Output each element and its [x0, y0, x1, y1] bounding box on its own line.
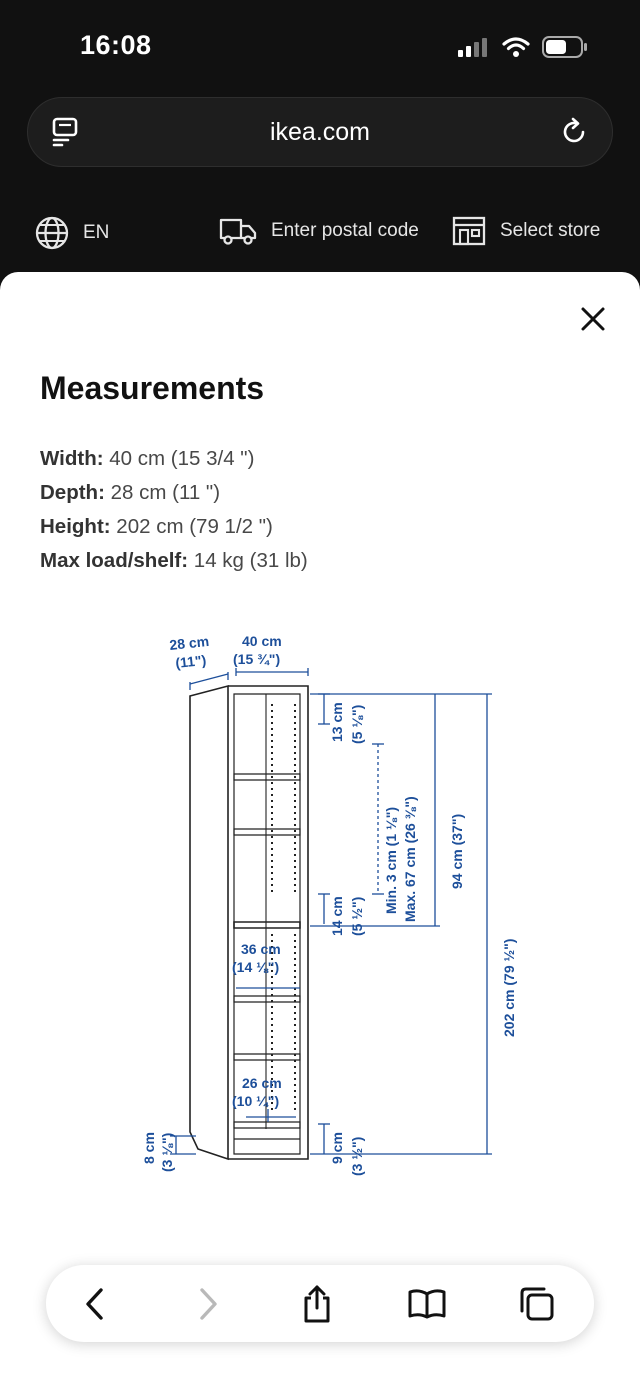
select-store-label: Select store [500, 220, 601, 241]
wifi-icon [502, 36, 530, 58]
address-bar[interactable] [27, 97, 613, 167]
measurements-sheet [0, 272, 640, 1388]
measurement-diagram [140, 624, 560, 1184]
dimension-labels [141, 633, 517, 1176]
postal-code-label: Enter postal code [271, 220, 419, 241]
browser-toolbar [46, 1265, 594, 1342]
url-text[interactable]: ikea.com [269, 118, 371, 146]
inner-depth-in-label: (10 ¼") [232, 1093, 280, 1109]
language-selector[interactable] [35, 216, 109, 250]
shelf-holes [272, 704, 295, 1114]
inner-width-in-label: (14 ⅛") [232, 959, 280, 975]
spec-value: 202 cm (79 1/2 ") [110, 515, 273, 538]
status-bar [0, 0, 640, 90]
back-button[interactable] [74, 1283, 116, 1325]
bottom-gap-cm-label: 9 cm [329, 1132, 345, 1164]
depth-in-label: (11") [174, 651, 207, 671]
spec-row-max-load [40, 544, 308, 578]
spec-value: 14 kg (31 lb) [188, 549, 308, 572]
battery-icon [542, 36, 588, 58]
chevron-right-icon [196, 1287, 220, 1321]
reload-icon[interactable] [558, 116, 590, 148]
shelf-max-label: Max. 67 cm (26 ⅜") [402, 796, 418, 922]
spec-label: Depth: [40, 481, 105, 504]
language-label: EN [83, 222, 110, 243]
bottom-gap-in-label: (3 ½") [349, 1136, 365, 1176]
spec-row-width [40, 442, 308, 476]
spec-row-depth [40, 476, 308, 510]
status-time: 16:08 [80, 30, 152, 60]
postal-code-button[interactable] [219, 216, 419, 246]
select-store-button[interactable] [452, 216, 600, 246]
shelf-min-label: Min. 3 cm (1 ⅛") [383, 807, 399, 914]
spec-row-height [40, 510, 308, 544]
inner-width-cm-label: 36 cm [241, 941, 281, 957]
spec-value: 40 cm (15 3/4 ") [103, 447, 255, 470]
spec-label: Width: [40, 447, 104, 470]
status-icons [458, 36, 588, 58]
plinth-cm-label: 8 cm [141, 1132, 157, 1164]
cellular-signal-icon [458, 37, 490, 57]
width-cm-label: 40 cm [242, 633, 282, 649]
depth-cm-label: 28 cm [168, 632, 210, 653]
inner-depth-cm-label: 26 cm [242, 1075, 282, 1091]
upper-height-label: 94 cm (37") [449, 813, 465, 889]
page-title: Measurements [40, 370, 265, 406]
top-gap-cm-label: 13 cm [329, 702, 345, 742]
spec-list [40, 442, 308, 578]
mid-gap-in-label: (5 ½") [349, 896, 365, 936]
bookmarks-button[interactable] [406, 1283, 448, 1325]
store-icon [452, 216, 486, 246]
book-icon [407, 1288, 447, 1320]
delivery-truck-icon [219, 216, 257, 246]
share-button[interactable] [296, 1283, 338, 1325]
mid-gap-cm-label: 14 cm [329, 896, 345, 936]
spec-value: 28 cm (11 ") [104, 481, 221, 504]
tabs-icon [518, 1285, 556, 1323]
close-icon[interactable] [576, 302, 610, 336]
spec-label: Height: [40, 515, 111, 538]
share-icon [300, 1284, 334, 1324]
forward-button[interactable] [187, 1283, 229, 1325]
total-height-label: 202 cm (79 ½") [501, 938, 517, 1037]
locale-row [0, 210, 640, 256]
tabs-button[interactable] [516, 1283, 558, 1325]
width-in-label: (15 ¾") [233, 651, 281, 667]
plinth-in-label: (3 ⅛") [159, 1132, 175, 1172]
top-gap-in-label: (5 ⅛") [349, 704, 365, 744]
spec-label: Max load/shelf: [40, 549, 189, 572]
globe-icon [35, 216, 69, 250]
chevron-left-icon [83, 1287, 107, 1321]
